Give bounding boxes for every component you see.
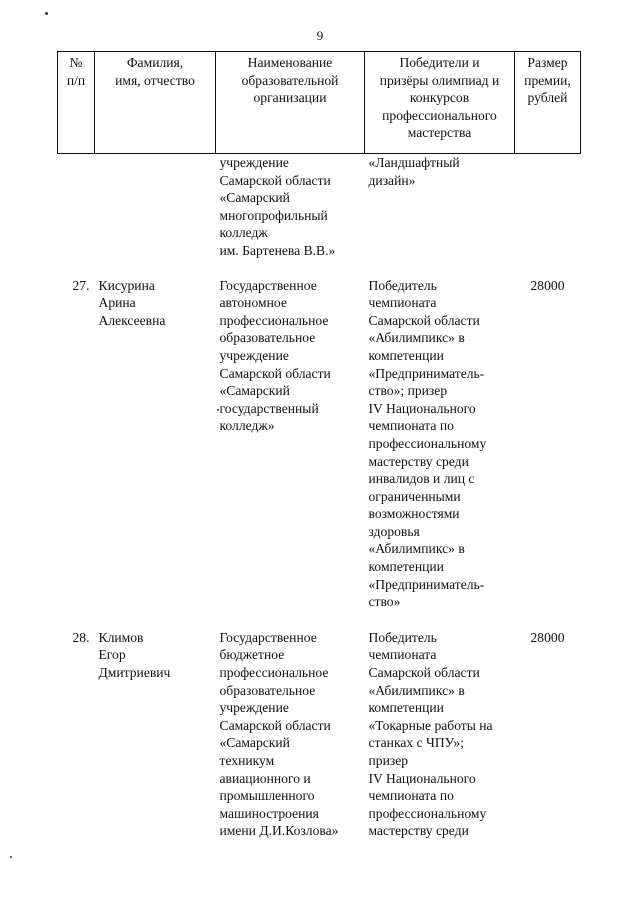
- text-line: Самарской области: [219, 717, 331, 733]
- text-line: чемпионата: [368, 647, 437, 663]
- row-organization: [216, 277, 365, 611]
- row-number: [58, 154, 95, 260]
- text-line: Государственное: [219, 629, 317, 645]
- text-line: профессиональному: [368, 805, 487, 821]
- text-line: техникум: [219, 753, 275, 768]
- text-line: ство»; призер: [368, 383, 448, 399]
- text-line: образовательное: [219, 682, 316, 698]
- text-line: Размер: [527, 55, 568, 70]
- header-number: [58, 52, 95, 154]
- text-line: ство»: [368, 594, 401, 610]
- text-line: компетенции: [368, 559, 444, 575]
- text-line: призёры олимпиад и: [379, 72, 500, 88]
- text-line: чемпионата по: [368, 788, 454, 804]
- table-row: [58, 154, 581, 260]
- text-line: учреждение: [219, 700, 289, 716]
- text-line: рублей: [527, 90, 568, 106]
- text-line: «Абилимпикс» в: [368, 330, 465, 346]
- scan-speck: [10, 856, 12, 858]
- text-line: «Ландшафтный: [368, 155, 460, 170]
- text-line: чемпионата: [368, 295, 437, 311]
- text-line: компетенции: [368, 347, 444, 363]
- text-line: дизайн»: [368, 172, 416, 188]
- text-line: №: [69, 55, 83, 70]
- text-line: Победитель: [368, 629, 437, 645]
- text-line: Государственное: [219, 277, 317, 293]
- text-line: «Предприниматель-: [368, 365, 485, 381]
- text-line: чемпионата по: [368, 418, 454, 434]
- text-line: профессионального: [382, 107, 497, 123]
- text-line: образовательной: [241, 72, 339, 88]
- row-full-name: [95, 154, 216, 260]
- row-amount: [515, 154, 581, 260]
- text-line: ограниченными: [368, 488, 461, 504]
- awards-table: [57, 51, 581, 840]
- text-line: конкурсов: [409, 90, 470, 106]
- text-line: государственный: [219, 400, 319, 416]
- text-line: образовательное: [219, 330, 316, 346]
- text-line: бюджетное: [219, 647, 285, 663]
- text-line: учреждение: [219, 347, 289, 363]
- table-row: [58, 277, 581, 611]
- text-line: автономное: [219, 295, 287, 311]
- row-amount: 28000: [530, 629, 565, 645]
- text-line: Егор: [98, 647, 126, 663]
- row-organization: [216, 629, 365, 840]
- row-achievement: [365, 629, 515, 840]
- row-amount: 28000: [530, 277, 565, 293]
- header-full-name: [95, 52, 216, 154]
- text-line: Алексеевна: [98, 312, 166, 328]
- text-line: Самарской области: [368, 312, 480, 328]
- text-line: «Токарные работы на: [368, 717, 493, 733]
- text-line: премии,: [524, 72, 571, 88]
- row-achievement: [365, 154, 515, 260]
- text-line: Арина: [98, 295, 136, 311]
- text-line: мастерства: [407, 125, 472, 141]
- scan-speck: [45, 12, 48, 15]
- text-line: «Самарский: [219, 383, 290, 399]
- text-line: компетенции: [368, 700, 444, 716]
- text-line: им. Бартенева В.В.»: [219, 242, 336, 258]
- row-full-name: [95, 629, 216, 840]
- text-line: имя, отчество: [115, 72, 195, 88]
- text-line: «Предприниматель-: [368, 576, 485, 592]
- row-number: 27.: [72, 277, 90, 293]
- text-line: здоровья: [368, 523, 420, 539]
- text-line: профессиональное: [219, 665, 329, 681]
- text-line: Дмитриевич: [98, 665, 171, 681]
- text-line: колледж»: [219, 418, 275, 434]
- text-line: промышленного: [219, 788, 315, 804]
- header-award-amount: [515, 52, 581, 154]
- text-line: авиационного и: [219, 770, 311, 786]
- table-row: [58, 629, 581, 840]
- text-line: мастерству среди: [368, 823, 469, 839]
- text-line: возможностями: [368, 506, 460, 522]
- text-line: IV Национального: [368, 770, 476, 786]
- text-line: IV Национального: [368, 400, 476, 416]
- header-organization: [216, 52, 365, 154]
- text-line: многопрофильный: [219, 207, 328, 223]
- text-line: инвалидов и лиц с: [368, 471, 475, 487]
- text-line: «Абилимпикс» в: [368, 541, 465, 557]
- page-number: 9: [316, 28, 324, 43]
- text-line: Кисурина: [98, 277, 155, 293]
- text-line: колледж: [219, 225, 268, 241]
- text-line: Самарской области: [219, 172, 331, 188]
- text-line: Фамилия,: [126, 55, 184, 70]
- text-line: профессиональное: [219, 312, 329, 328]
- text-line: профессиональному: [368, 435, 487, 451]
- text-line: «Самарский: [219, 735, 290, 751]
- text-line: Самарской области: [368, 665, 480, 681]
- text-line: машиностроения: [219, 805, 319, 821]
- text-line: Наименование: [247, 55, 333, 70]
- row-full-name: [95, 277, 216, 611]
- text-line: учреждение: [219, 155, 289, 170]
- text-line: Победитель: [368, 277, 437, 293]
- text-line: п/п: [66, 72, 86, 88]
- text-line: станках с ЧПУ»;: [368, 735, 465, 751]
- row-achievement: [365, 277, 515, 611]
- text-line: призер: [368, 753, 409, 768]
- text-line: «Абилимпикс» в: [368, 682, 465, 698]
- text-line: Самарской области: [219, 365, 331, 381]
- row-number: 28.: [72, 629, 90, 645]
- text-line: Победители и: [399, 55, 480, 70]
- text-line: «Самарский: [219, 190, 290, 206]
- table-header-row: [58, 52, 581, 154]
- row-organization: [216, 154, 365, 260]
- text-line: имени Д.И.Козлова»: [219, 823, 339, 839]
- text-line: Климов: [98, 629, 144, 645]
- text-line: мастерству среди: [368, 453, 469, 469]
- header-achievements: [365, 52, 515, 154]
- text-line: организации: [253, 90, 327, 106]
